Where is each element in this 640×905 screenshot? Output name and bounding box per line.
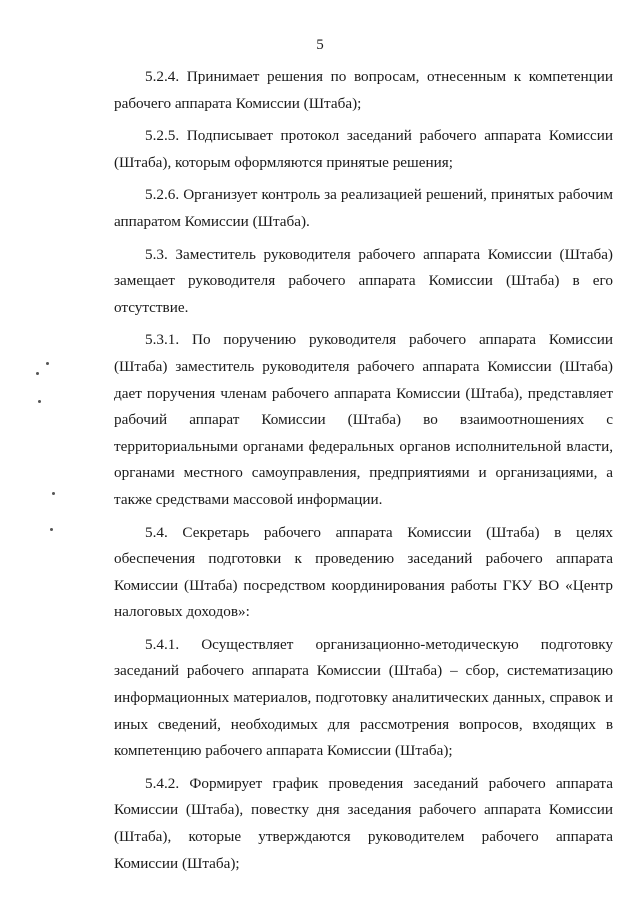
paragraph-5-2-4: 5.2.4. Принимает решения по вопросам, отнесенным к компетенции рабочего аппарата Комиссии (Штаба); [114,68,613,112]
scan-speck [46,362,49,365]
page-number: 5 [316,37,324,53]
paragraph-5-2-6: 5.2.6. Организует контроль за реализацией решений, принятых рабочим аппаратом Комиссии (Штаба). [114,186,613,230]
paragraph-5-4: 5.4. Секретарь рабочего аппарата Комиссии (Штаба) в целях обеспечения подготовки к проведению заседаний рабочего аппарата Комиссии (Штаба) посредством координирования работы ГКУ ВО «Центр налоговых доходов»: [114,523,613,621]
scan-speck [52,492,55,495]
paragraph-5-3: 5.3. Заместитель руководителя рабочего аппарата Комиссии (Штаба) замещает руководителя рабочего аппарата Комиссии (Штаба) в его отсутствие. [114,245,613,316]
document-body [114,64,613,877]
paragraph-5-4-2: 5.4.2. Формирует график проведения заседаний рабочего аппарата Комиссии (Штаба), повестку дня заседания рабочего аппарата Комиссии (Штаба), которые утверждаются руководителем рабочего аппарата Комиссии (Штаба); [114,774,613,872]
paragraph-5-3-1: 5.3.1. По поручению руководителя рабочего аппарата Комиссии (Штаба) заместитель руководителя рабочего аппарата Комиссии (Штаба) дает поручения членам рабочего аппарата Комиссии (Штаба), представляет рабочий аппарат Комиссии (Штаба) во взаимоотношениях с территориальными органами федеральных органов исполнительной власти, органами местного самоуправления, предприятиями и организациями, а также средствами массовой информации. [114,331,613,508]
scan-speck [36,372,39,375]
paragraph-5-4-1: 5.4.1. Осуществляет организационно-методическую подготовку заседаний рабочего аппарата Комиссии (Штаба) – сбор, систематизацию информационных материалов, подготовку аналитических данных, справок и иных сведений, необходимых для рассмотрения вопросов, входящих в компетенцию рабочего аппарата Комиссии (Штаба); [114,635,613,760]
scan-speck [50,528,53,531]
paragraph-5-2-5: 5.2.5. Подписывает протокол заседаний рабочего аппарата Комиссии (Штаба), которым оформляются принятые решения; [114,127,613,171]
scan-speck [38,400,41,403]
